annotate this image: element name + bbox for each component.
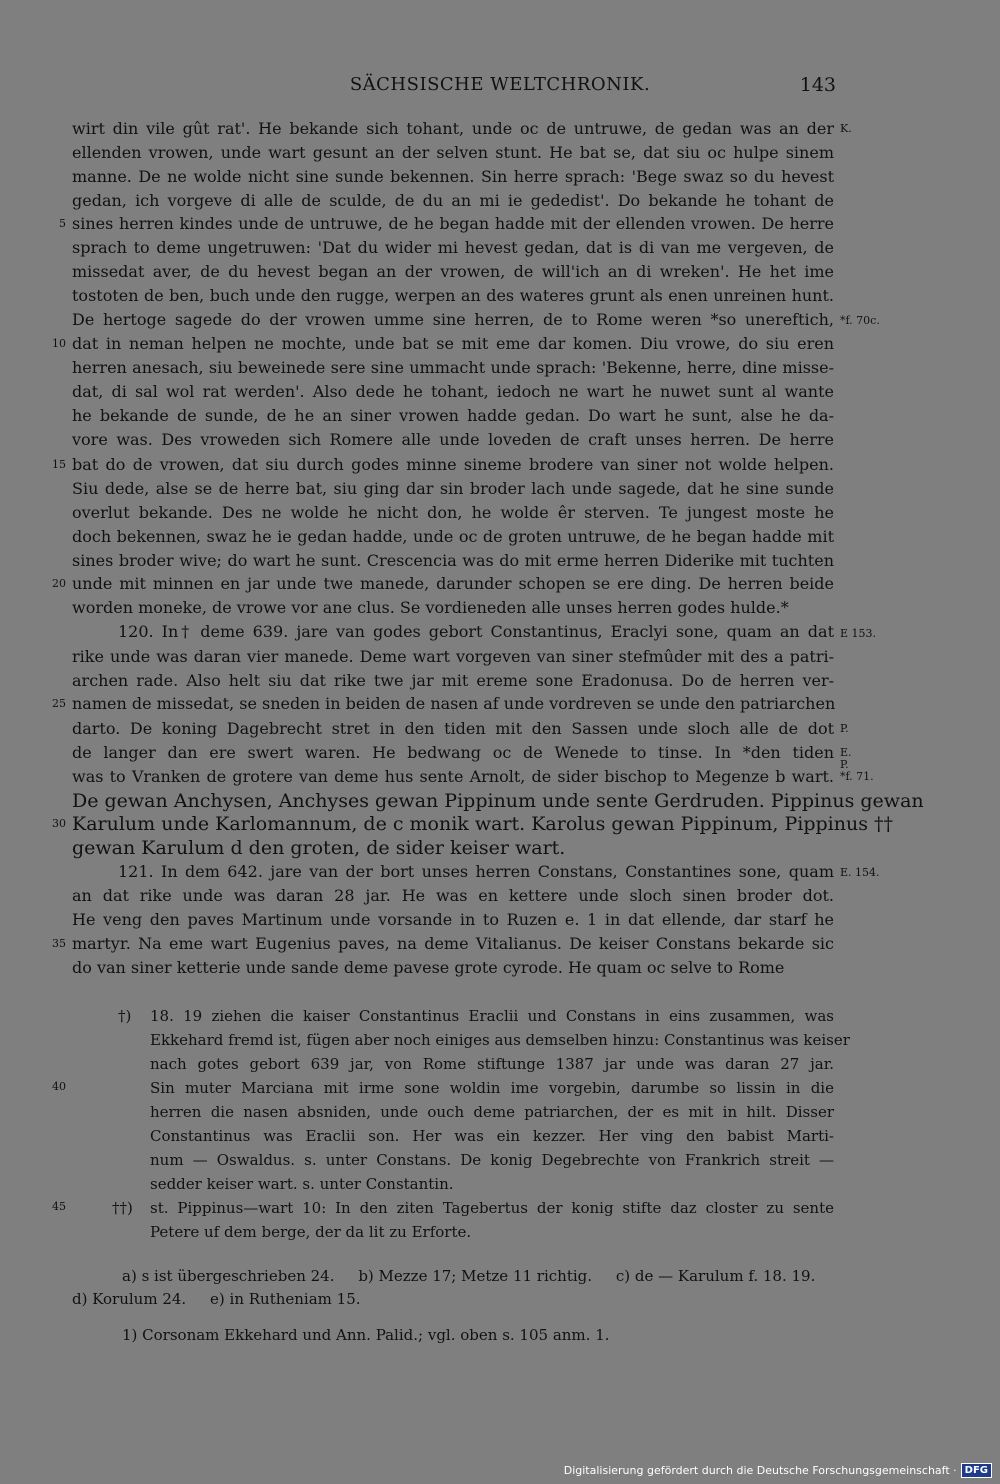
footnote-line: Sin muter Marciana mit irme sone woldin ime vorgebin, darumbe so lissin in die [150,1079,834,1097]
text-line: gewan Karulum d den groten, de sider keiser wart. [72,837,566,859]
text-line: was to Vranken de grotere van deme hus sente Arnolt, de sider bischop to Megenze b wart. [72,767,834,786]
text-line: do van siner ketterie unde sande deme pavese grote cyrode. He quam oc selve to Rome [72,958,785,977]
footnote-line: 18. 19 ziehen die kaiser Constantinus Eraclii und Constans in eins zusammen, was [150,1007,834,1025]
margin-note: P. [840,722,849,735]
text-line: Karulum unde Karlomannum, de c monik wart. Karolus gewan Pippinum, Pippinus †† [72,813,894,835]
text-line: missedat aver, de du hevest began an der vrowen, de will'ich an di wreken'. He het ime [72,262,834,281]
text-line: rike unde was daran vier manede. Deme wart vorgeven van siner stefmûder mit des a patri- [72,647,834,666]
text-line: vore was. Des vroweden sich Romere alle unde loveden de craft unses herren. De herre [72,430,834,449]
text-line: herren anesach, siu beweinede sere sine ummacht unde sprach: 'Bekenne, herre, dine misse- [72,358,834,377]
footnote-line: herren die nasen absniden, unde ouch deme patriarchen, der es mit in hilt. Disser [150,1103,834,1121]
text-line: He veng den paves Martinum unde vorsande in to Ruzen e. 1 in dat ellende, dar starf he [72,910,834,929]
line-number: 10 [52,337,66,350]
text-line: manne. De ne wolde nicht sine sunde bekennen. Sin herre sprach: 'Bege swaz so du hevest [72,167,834,186]
footnote-mark: ††) [112,1199,133,1217]
margin-note: P. [840,758,849,771]
text-line: wirt din vile gût rat'. He bekande sich tohant, unde oc de untruwe, de gedan was an der [72,119,834,138]
footnote-mark: †) [118,1007,132,1025]
line-number: 25 [52,697,66,710]
line-number: 30 [52,817,66,830]
text-line: an dat rike unde was daran 28 jar. He was en kettere unde sloch sinen broder dot. [72,886,834,905]
text-line: doch bekennen, swaz he ie gedan hadde, unde oc de groten untruwe, de he began hadde mit [72,527,834,546]
text-line: tostoten de ben, buch unde den rugge, werpen an des wateres grunt als enen unreinen hunt. [72,286,834,305]
variant-note: a) s ist übergeschrieben 24. b) Mezze 17; Metze 11 richtig. c) de — Karulum f. 18. 19. [122,1267,816,1285]
dfg-logo-icon: DFG [961,1463,992,1478]
footnote-line: nach gotes gebort 639 jar, von Rome stiftunge 1387 jar unde was daran 27 jar. [150,1055,834,1073]
text-line: bat do de vrowen, dat siu durch godes minne sineme brodere van siner not wolde helpen. [72,455,834,474]
footnote-line: sedder keiser wart. s. unter Constantin. [150,1175,454,1193]
text-line: worden moneke, de vrowe vor ane clus. Se vordieneden alle unses herren godes hulde.* [72,598,789,617]
text-line: overlut bekande. Des ne wolde he nicht don, he wolde êr sterven. Te jungest moste he [72,503,834,522]
margin-note: *f. 71. [840,770,874,783]
running-head-title: SÄCHSISCHE WELTCHRONIK. [349,74,651,95]
line-number: 35 [52,937,66,950]
text-line: 120. In† deme 639. jare van godes gebort Constantinus, Eraclyi sone, quam an dat [118,622,834,641]
digitization-notice-text: Digitalisierung gefördert durch die Deutsche Forschungsgemeinschaft · [563,1464,957,1477]
footnote-line: Ekkehard fremd ist, fügen aber noch einiges aus demselben hinzu: Constantinus was keiser [150,1031,850,1049]
text-line: he bekande de sunde, de he an siner vrowen hadde gedan. Do wart he sunt, alse he da- [72,406,834,425]
text-line: darto. De koning Dagebrecht stret in den tiden mit den Sassen unde sloch alle de dot [72,719,834,738]
text-line: De hertoge sagede do der vrowen umme sine herren, de to Rome weren *so unereftich, [72,310,834,329]
text-line: De gewan Anchysen, Anchyses gewan Pippinum unde sente Gerdruden. Pippinus gewan [72,790,924,812]
text-line: unde mit minnen en jar unde twe manede, darunder schopen se ere ding. De herren beide [72,574,834,593]
text-line: archen rade. Also helt siu dat rike twe jar mit ereme sone Eradonusa. Do de herren ver- [72,671,834,690]
line-number: 45 [52,1200,66,1213]
text-line: dat, di sal wol rat werden'. Also dede he tohant, iedoch ne wart he nuwet sunt al wante [72,382,834,401]
footnote-line: st. Pippinus—wart 10: In den ziten Tagebertus der konig stifte daz closter zu sente [150,1199,834,1217]
text-line: dat in neman helpen ne mochte, unde bat se mit eme dar komen. Diu vrowe, do siu eren [72,334,834,353]
reference-note: 1) Corsonam Ekkehard und Ann. Palid.; vgl. oben s. 105 anm. 1. [122,1326,610,1344]
footnote-line: Constantinus was Eraclii son. Her was ein kezzer. Her ving den babist Marti- [150,1127,834,1145]
text-line: sines herren kindes unde de untruwe, de he began hadde mit der ellenden vrowen. De herre [72,214,834,233]
text-line: namen de missedat, se sneden in beiden de nasen af unde vordreven se unde den patriarchen [72,694,836,713]
margin-note: *f. 70c. [840,314,880,327]
text-line: sprach to deme ungetruwen: 'Dat du wider mi hevest gedan, dat is di van me vergeven, de [72,238,834,257]
text-line: gedan, ich vorgeve di alle de sculde, de du an mi ie gededist'. Do bekande he tohant de [72,191,834,210]
text-line: sines broder wive; do wart he sunt. Crescencia was do mit erme herren Diderike mit tuchten [72,551,834,570]
text-line: de langer dan ere swert waren. He bedwang oc de Wenede to tinse. In *den tiden [72,743,834,762]
text-line: Siu dede, alse se de herre bat, siu ging dar sin broder lach unde sagede, dat he sine sunde [72,479,834,498]
page-number: 143 [799,74,836,96]
line-number: 40 [52,1080,66,1093]
text-line: martyr. Na eme wart Eugenius paves, na deme Vitalianus. De keiser Constans bekarde sic [72,934,834,953]
margin-note: K. [840,122,852,135]
variant-note: d) Korulum 24. e) in Rutheniam 15. [72,1290,361,1308]
margin-note: E. 154. [840,866,880,879]
line-number: 15 [52,458,66,471]
line-number: 20 [52,577,66,590]
footnote-line: Petere uf dem berge, der da lit zu Erforte. [150,1223,472,1241]
text-line: 121. In dem 642. jare van der bort unses herren Constans, Constantines sone, quam [118,862,834,881]
digitization-notice [564,1463,992,1478]
margin-note: E. [840,746,852,759]
text-line: ellenden vrowen, unde wart gesunt an der selven stunt. He bat se, dat siu oc hulpe sinem [72,143,834,162]
margin-note: E 153. [840,627,877,640]
footnote-line: num — Oswaldus. s. unter Constans. De konig Degebrechte von Frankrich streit — [150,1151,834,1169]
line-number: 5 [59,217,66,230]
